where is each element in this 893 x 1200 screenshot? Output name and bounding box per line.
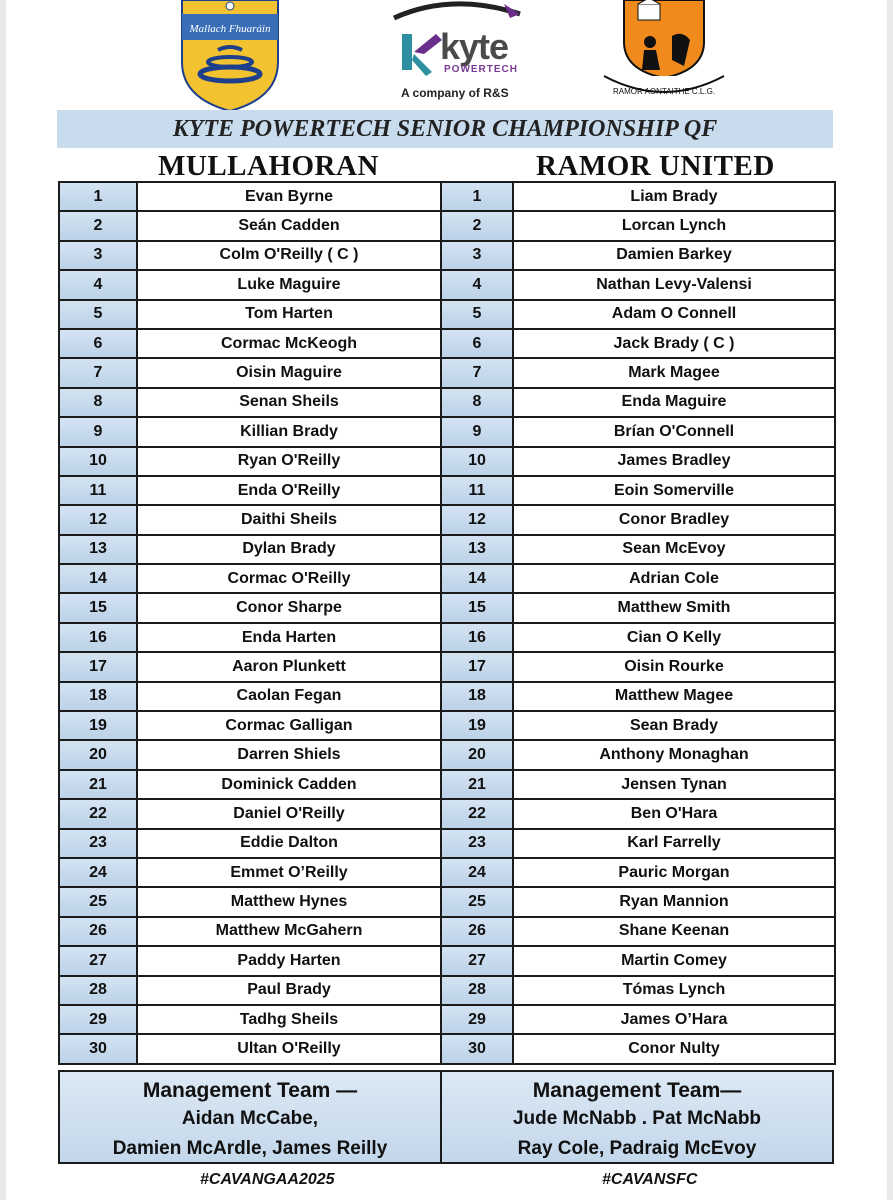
player-number: 29 <box>441 1005 513 1034</box>
player-number: 23 <box>59 829 137 858</box>
player-row <box>59 829 441 858</box>
player-name: Matthew Hynes <box>137 887 441 916</box>
player-number: 1 <box>441 182 513 211</box>
player-row <box>441 388 835 417</box>
title-banner <box>57 110 833 148</box>
player-number: 26 <box>441 917 513 946</box>
player-number: 11 <box>441 476 513 505</box>
player-number: 14 <box>441 564 513 593</box>
player-row <box>441 270 835 299</box>
player-name: Matthew McGahern <box>137 917 441 946</box>
player-number: 16 <box>441 623 513 652</box>
player-number: 17 <box>59 652 137 681</box>
management-title: Management Team— <box>532 1079 742 1102</box>
player-number: 9 <box>441 417 513 446</box>
player-number: 22 <box>441 799 513 828</box>
player-name: Seán Cadden <box>137 211 441 240</box>
player-number: 29 <box>59 1005 137 1034</box>
player-row <box>59 652 441 681</box>
player-name: Adrian Cole <box>513 564 835 593</box>
player-row <box>59 505 441 534</box>
player-name: Paddy Harten <box>137 946 441 975</box>
player-row <box>441 1034 835 1063</box>
player-number: 22 <box>59 799 137 828</box>
player-number: 3 <box>59 241 137 270</box>
player-name: Emmet O’Reilly <box>137 858 441 887</box>
player-name: Dominick Cadden <box>137 770 441 799</box>
player-name: Damien Barkey <box>513 241 835 270</box>
player-number: 25 <box>59 887 137 916</box>
player-number: 18 <box>59 682 137 711</box>
management-line-2: Ray Cole, Padraig McEvoy <box>517 1138 757 1159</box>
player-name: Enda Maguire <box>513 388 835 417</box>
player-row <box>441 652 835 681</box>
player-name: Oisin Maguire <box>137 358 441 387</box>
player-number: 6 <box>59 329 137 358</box>
player-number: 25 <box>441 887 513 916</box>
player-name: Daithi Sheils <box>137 505 441 534</box>
player-row <box>441 329 835 358</box>
player-row <box>59 593 441 622</box>
player-name: James Bradley <box>513 447 835 476</box>
player-name: Brían O'Connell <box>513 417 835 446</box>
management-title: Management Team — <box>142 1079 358 1102</box>
player-row <box>59 1034 441 1063</box>
player-number: 4 <box>59 270 137 299</box>
player-row <box>441 358 835 387</box>
player-number: 13 <box>441 535 513 564</box>
player-name: Ultan O'Reilly <box>137 1034 441 1063</box>
svg-text:Mallach Fhuaráin: Mallach Fhuaráin <box>189 23 271 35</box>
player-name: Evan Byrne <box>137 182 441 211</box>
player-row <box>441 799 835 828</box>
player-name: Adam O Connell <box>513 300 835 329</box>
player-row <box>59 887 441 916</box>
player-row <box>441 564 835 593</box>
player-name: Jensen Tynan <box>513 770 835 799</box>
player-number: 17 <box>441 652 513 681</box>
player-name: Killian Brady <box>137 417 441 446</box>
player-row <box>441 740 835 769</box>
player-row <box>441 1005 835 1034</box>
player-row <box>59 447 441 476</box>
sponsor-tagline: A company of R&S <box>401 86 509 100</box>
player-row <box>59 476 441 505</box>
player-number: 10 <box>59 447 137 476</box>
player-name: Matthew Magee <box>513 682 835 711</box>
player-name: Paul Brady <box>137 976 441 1005</box>
player-name: Caolan Fegan <box>137 682 441 711</box>
management-line-1: Aidan McCabe, <box>181 1108 319 1129</box>
player-number: 24 <box>59 858 137 887</box>
player-number: 28 <box>441 976 513 1005</box>
player-number: 12 <box>59 505 137 534</box>
player-number: 28 <box>59 976 137 1005</box>
page-title: KYTE POWERTECH SENIOR CHAMPIONSHIP QF <box>172 115 718 142</box>
player-number: 21 <box>441 770 513 799</box>
player-row <box>59 682 441 711</box>
player-name: Shane Keenan <box>513 917 835 946</box>
player-name: Cian O Kelly <box>513 623 835 652</box>
player-number: 10 <box>441 447 513 476</box>
player-number: 3 <box>441 241 513 270</box>
player-name: Tadhg Sheils <box>137 1005 441 1034</box>
player-row <box>59 417 441 446</box>
player-number: 27 <box>441 946 513 975</box>
mullahoran-crest-logo <box>180 0 280 112</box>
player-number: 5 <box>441 300 513 329</box>
player-row <box>441 505 835 534</box>
player-name: Dylan Brady <box>137 535 441 564</box>
player-number: 12 <box>441 505 513 534</box>
player-row <box>441 241 835 270</box>
player-number: 8 <box>441 388 513 417</box>
player-number: 18 <box>441 682 513 711</box>
player-number: 2 <box>59 211 137 240</box>
player-name: Liam Brady <box>513 182 835 211</box>
player-name: Enda Harten <box>137 623 441 652</box>
player-number: 24 <box>441 858 513 887</box>
management-box-right <box>440 1070 834 1164</box>
player-name: Nathan Levy-Valensi <box>513 270 835 299</box>
player-row <box>441 858 835 887</box>
player-name: Cormac O'Reilly <box>137 564 441 593</box>
player-number: 1 <box>59 182 137 211</box>
player-number: 6 <box>441 329 513 358</box>
player-number: 19 <box>441 711 513 740</box>
player-name: Tómas Lynch <box>513 976 835 1005</box>
team-name-left: MULLAHORAN <box>158 150 379 182</box>
ramor-united-crest-logo <box>598 0 730 105</box>
player-row <box>59 740 441 769</box>
player-row <box>441 447 835 476</box>
player-row <box>59 1005 441 1034</box>
player-number: 20 <box>59 740 137 769</box>
player-name: Jack Brady ( C ) <box>513 329 835 358</box>
player-number: 16 <box>59 623 137 652</box>
player-row <box>441 476 835 505</box>
player-row <box>59 946 441 975</box>
player-row <box>59 388 441 417</box>
player-name: Cormac Galligan <box>137 711 441 740</box>
player-number: 21 <box>59 770 137 799</box>
player-name: Oisin Rourke <box>513 652 835 681</box>
player-row <box>59 535 441 564</box>
player-name: Conor Sharpe <box>137 593 441 622</box>
player-name: Sean McEvoy <box>513 535 835 564</box>
player-row <box>59 300 441 329</box>
player-name: Enda O'Reilly <box>137 476 441 505</box>
player-number: 27 <box>59 946 137 975</box>
player-row <box>59 623 441 652</box>
player-row <box>441 829 835 858</box>
player-name: Karl Farrelly <box>513 829 835 858</box>
player-number: 4 <box>441 270 513 299</box>
player-row <box>441 976 835 1005</box>
player-number: 15 <box>441 593 513 622</box>
player-name: Conor Bradley <box>513 505 835 534</box>
management-line-1: Jude McNabb . Pat McNabb <box>512 1108 762 1129</box>
player-row <box>59 770 441 799</box>
player-row <box>59 358 441 387</box>
roster-table-left <box>58 181 442 1065</box>
player-name: Darren Shiels <box>137 740 441 769</box>
player-number: 20 <box>441 740 513 769</box>
player-row <box>441 535 835 564</box>
player-name: Anthony Monaghan <box>513 740 835 769</box>
player-row <box>441 946 835 975</box>
player-row <box>59 976 441 1005</box>
player-name: Ryan O'Reilly <box>137 447 441 476</box>
player-name: Ben O'Hara <box>513 799 835 828</box>
hashtag-left: #CAVANGAA2025 <box>200 1171 335 1188</box>
player-name: James O’Hara <box>513 1005 835 1034</box>
player-number: 30 <box>441 1034 513 1063</box>
player-row <box>59 182 441 211</box>
team-name-right: RAMOR UNITED <box>536 150 775 182</box>
player-number: 30 <box>59 1034 137 1063</box>
player-row <box>441 887 835 916</box>
player-row <box>441 593 835 622</box>
player-row <box>59 858 441 887</box>
player-row <box>441 682 835 711</box>
hashtag-right: #CAVANSFC <box>602 1171 698 1188</box>
player-number: 9 <box>59 417 137 446</box>
player-number: 23 <box>441 829 513 858</box>
player-name: Aaron Plunkett <box>137 652 441 681</box>
player-row <box>441 211 835 240</box>
player-name: Matthew Smith <box>513 593 835 622</box>
player-number: 11 <box>59 476 137 505</box>
player-name: Lorcan Lynch <box>513 211 835 240</box>
player-row <box>59 211 441 240</box>
player-row <box>441 182 835 211</box>
player-name: Tom Harten <box>137 300 441 329</box>
player-row <box>59 564 441 593</box>
player-name: Mark Magee <box>513 358 835 387</box>
player-name: Colm O'Reilly ( C ) <box>137 241 441 270</box>
player-number: 26 <box>59 917 137 946</box>
svg-text:RAMOR AONTAITHE C.L.G.: RAMOR AONTAITHE C.L.G. <box>612 87 716 96</box>
player-name: Daniel O'Reilly <box>137 799 441 828</box>
player-number: 7 <box>59 358 137 387</box>
player-number: 2 <box>441 211 513 240</box>
player-row <box>59 799 441 828</box>
player-row <box>441 623 835 652</box>
player-row <box>59 917 441 946</box>
player-row <box>59 270 441 299</box>
player-name: Pauric Morgan <box>513 858 835 887</box>
player-name: Eddie Dalton <box>137 829 441 858</box>
player-row <box>441 300 835 329</box>
player-name: Sean Brady <box>513 711 835 740</box>
roster-table-right <box>440 181 836 1065</box>
player-name: Conor Nulty <box>513 1034 835 1063</box>
player-row <box>59 329 441 358</box>
player-name: Senan Sheils <box>137 388 441 417</box>
player-row <box>441 417 835 446</box>
player-name: Luke Maguire <box>137 270 441 299</box>
player-row <box>441 711 835 740</box>
player-row <box>441 770 835 799</box>
player-name: Eoin Somerville <box>513 476 835 505</box>
player-number: 19 <box>59 711 137 740</box>
player-number: 7 <box>441 358 513 387</box>
player-number: 13 <box>59 535 137 564</box>
player-number: 8 <box>59 388 137 417</box>
player-name: Martin Comey <box>513 946 835 975</box>
player-name: Cormac McKeogh <box>137 329 441 358</box>
player-row <box>59 711 441 740</box>
player-number: 5 <box>59 300 137 329</box>
management-line-2: Damien McArdle, James Reilly <box>112 1138 388 1159</box>
player-row <box>59 241 441 270</box>
management-box-left <box>58 1070 442 1164</box>
player-number: 14 <box>59 564 137 593</box>
player-name: Ryan Mannion <box>513 887 835 916</box>
sponsor-wordmark: kyte <box>440 26 509 67</box>
sponsor-subtitle: POWERTECH <box>444 64 518 75</box>
player-row <box>441 917 835 946</box>
player-number: 15 <box>59 593 137 622</box>
